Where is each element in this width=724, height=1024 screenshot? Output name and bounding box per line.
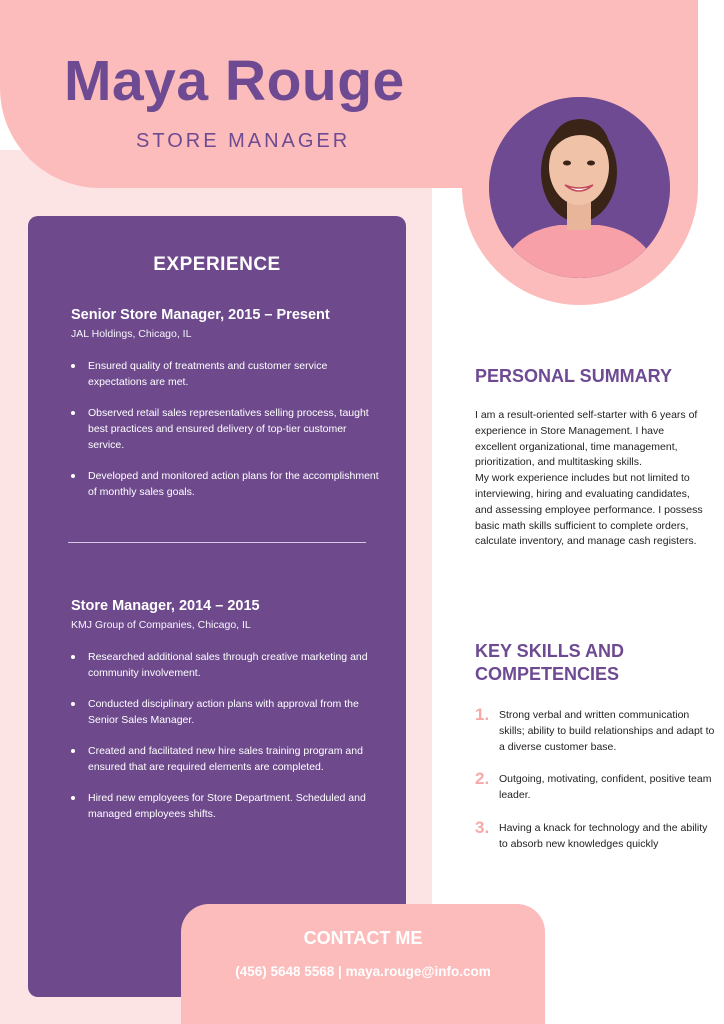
summary-text [475, 408, 707, 550]
summary-paragraph: My work experience includes but not limited to interviewing, hiring and evaluating candidates, and assessing employee performance. I possess basic math skills sufficient to complete orders, calculate inventory, and manage cash registers. [475, 472, 703, 548]
experience-title: EXPERIENCE [153, 254, 281, 275]
job-2-title: Store Manager, 2014 – 2015 [71, 598, 260, 614]
candidate-name: Maya Rouge [64, 49, 405, 113]
summary-paragraph: I am a result-oriented self-starter with 6 years of experience in Store Management. I have excellent organizational, time management, prioritization, and multitasking skills. [475, 409, 698, 469]
job-1-bullet: Developed and monitored action plans for the accomplishment of monthly sales goals. [71, 468, 381, 500]
skills-title-line-1: KEY SKILLS AND [475, 641, 625, 661]
skill-number: 3. [475, 817, 490, 837]
job-1-title: Senior Store Manager, 2015 – Present [71, 307, 330, 323]
skills-title-line-2: COMPETENCIES [475, 664, 620, 684]
contact-title: CONTACT ME [303, 928, 423, 948]
job-1-bullets [71, 358, 381, 515]
skill-item [475, 769, 715, 804]
contact-box [181, 904, 545, 1024]
job-2-bullet: Researched additional sales through creative marketing and community involvement. [71, 649, 381, 681]
skill-text: Having a knack for technology and the ability to absorb new knowledges quickly [499, 821, 708, 850]
job-1-bullet: Ensured quality of treatments and customer service expectations are met. [71, 358, 381, 390]
job-2-bullet: Conducted disciplinary action plans with approval from the Senior Sales Manager. [71, 696, 381, 728]
summary-title: PERSONAL SUMMARY [475, 366, 673, 386]
skill-number: 1. [475, 705, 490, 724]
skill-text: Strong verbal and written communication skills; ability to build relationships and adapt to a diverse customer base. [499, 709, 715, 753]
skill-item [475, 817, 715, 853]
skills-title [475, 640, 624, 686]
job-2-bullets [71, 649, 381, 837]
job-2-bullet: Created and facilitated new hire sales training program and ensured that are required elements are completed. [71, 743, 381, 775]
skills-list [475, 705, 715, 870]
job-1-company: JAL Holdings, Chicago, IL [71, 328, 192, 340]
job-2-company: KMJ Group of Companies, Chicago, IL [71, 619, 251, 631]
contact-info[interactable]: (456) 5648 5568 | maya.rouge@info.com [235, 964, 491, 979]
profile-photo-icon [489, 97, 670, 278]
profile-photo [489, 97, 670, 278]
experience-divider [68, 542, 366, 543]
skill-text: Outgoing, motivating, confident, positive team leader. [499, 773, 712, 802]
candidate-role: STORE MANAGER [136, 130, 351, 152]
job-2-bullet: Hired new employees for Store Department. Scheduled and managed employees shifts. [71, 790, 381, 822]
skill-item [475, 705, 715, 755]
skill-number: 2. [475, 769, 490, 789]
experience-panel [28, 216, 406, 997]
job-1-bullet: Observed retail sales representatives selling process, taught best practices and ensured delivery of top-tier customer service. [71, 405, 381, 453]
